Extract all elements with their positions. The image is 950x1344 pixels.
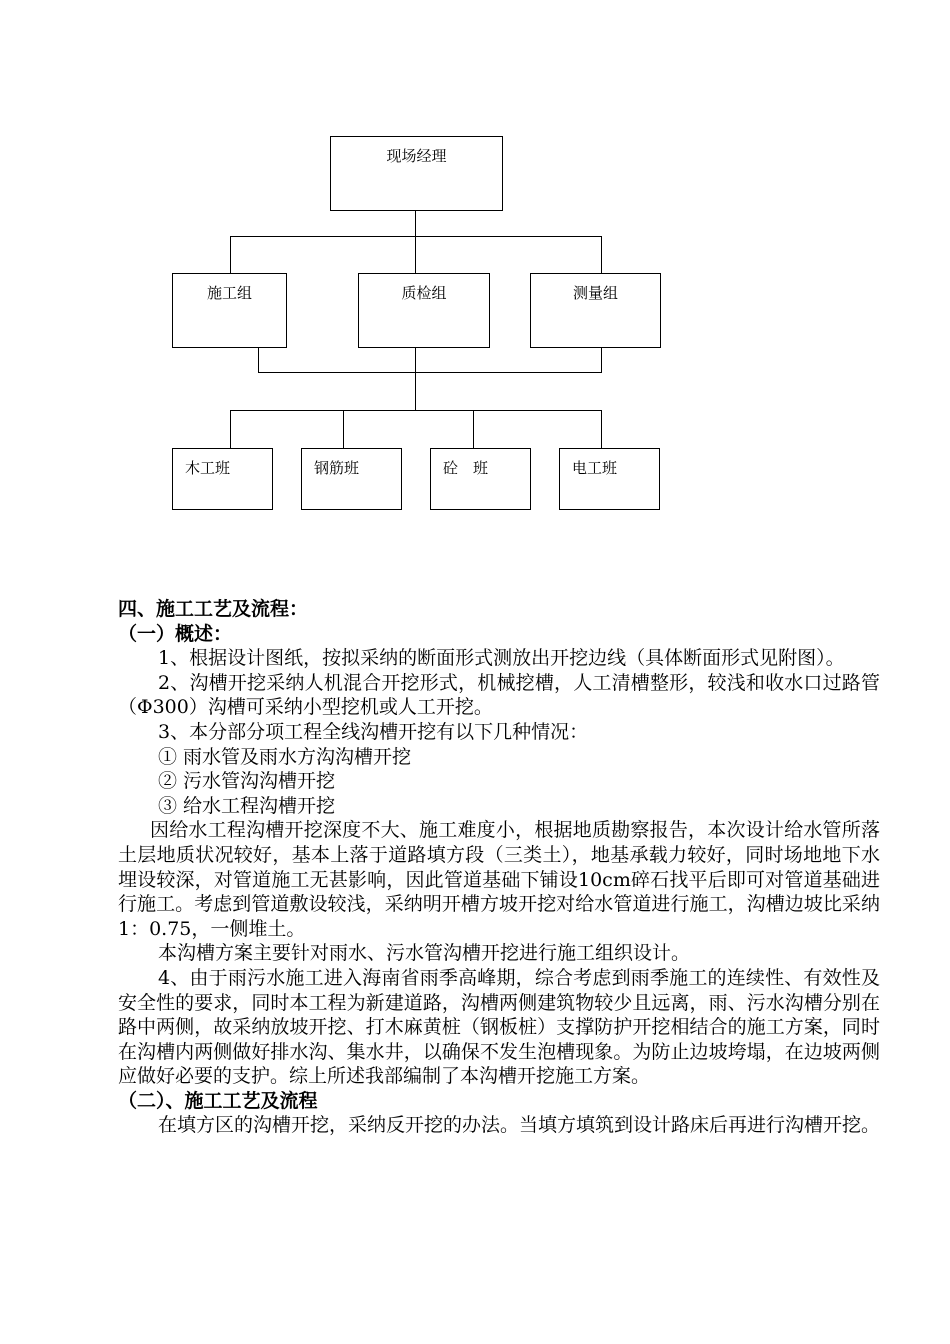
connector-line (230, 410, 231, 448)
paragraph: 在填方区的沟槽开挖，采纳反开挖的办法。当填方填筑到设计路床后再进行沟槽开挖。 (158, 1114, 881, 1137)
org-box-site-manager (330, 136, 503, 211)
connector-line (415, 372, 416, 410)
paragraph: 2、沟槽开挖采纳人机混合开挖形式，机械挖槽，人工清槽整形，较浅和收水口过路管（Φ300）沟槽可采纳小型挖机或人工开挖。 (118, 671, 880, 719)
connector-line (343, 410, 344, 448)
connector-line (258, 372, 602, 373)
connector-line (415, 211, 416, 236)
connector-line (601, 236, 602, 273)
connector-line (601, 410, 602, 448)
org-box-concrete-crew (430, 448, 531, 510)
section-heading: 四、施工工艺及流程： (118, 598, 309, 620)
org-box-label: 现场经理 (386, 147, 447, 165)
org-box-label: 电工班 (572, 459, 618, 477)
subsection-heading: （二）、施工工艺及流程 (118, 1089, 318, 1112)
org-box-rebar-crew (301, 448, 402, 510)
paragraph: 1、根据设计图纸，按拟采纳的断面形式测放出开挖边线（具体断面形式见附图）。 (158, 647, 845, 670)
paragraph: 本沟槽方案主要针对雨水、污水管沟槽开挖进行施工组织设计。 (158, 942, 691, 965)
list-item: ③ 给水工程沟槽开挖 (158, 794, 336, 817)
org-box-electrical-crew (559, 448, 660, 510)
org-box-quality-team (358, 273, 490, 348)
org-box-carpentry-crew (172, 448, 273, 510)
org-box-label: 木工班 (185, 459, 231, 477)
document-body (118, 597, 880, 1138)
connector-line (230, 236, 231, 273)
connector-line (415, 348, 416, 372)
list-item: ① 雨水管及雨水方沟沟槽开挖 (158, 745, 412, 768)
org-box-construction-team (172, 273, 287, 348)
connector-line (473, 410, 474, 448)
connector-line (258, 348, 259, 372)
list-item: ② 污水管沟沟槽开挖 (158, 770, 336, 793)
paragraph: 3、本分部分项工程全线沟槽开挖有以下几种情况： (158, 720, 589, 743)
connector-line (601, 348, 602, 372)
paragraph: 因给水工程沟槽开挖深度不大、施工难度小，根据地质勘察报告，本次设计给水管所落土层地质状况较好，基本上落于道路填方段（三类土），地基承载力较好，同时场地地下水埋设较深，对管道施工无甚影响，因此管道基础下铺设10cm碎石找平后即可对管道基础进行施工。考虑到管道敷设较浅，采纳明开槽方坡开挖对给水管道进行施工，沟槽边坡比采纳1：0.75，一侧堆土。 (118, 819, 880, 940)
org-box-survey-team (530, 273, 661, 348)
paragraph: 4、由于雨污水施工进入海南省雨季高峰期，综合考虑到雨季施工的连续性、有效性及安全性的要求，同时本工程为新建道路，沟槽两侧建筑物较少且远离，雨、污水沟槽分别在路中两侧，故采纳放坡开挖、打木麻黄桩（钢板桩）支撑防护开挖相结合的施工方案，同时在沟槽内两侧做好排水沟、集水井，以确保不发生泡槽现象。为防止边坡垮塌，在边坡两侧应做好必要的支护。综上所述我部编制了本沟槽开挖施工方案。 (118, 966, 880, 1088)
connector-line (415, 236, 416, 273)
connector-line (230, 410, 602, 411)
org-box-label: 质检组 (401, 284, 447, 302)
org-box-label: 钢筋班 (314, 459, 360, 477)
org-box-label: 测量组 (572, 284, 618, 302)
connector-line (230, 236, 602, 237)
subsection-heading: （一）概述： (118, 622, 233, 645)
org-box-label: 施工组 (206, 284, 252, 302)
org-box-label: 砼 班 (443, 459, 489, 477)
